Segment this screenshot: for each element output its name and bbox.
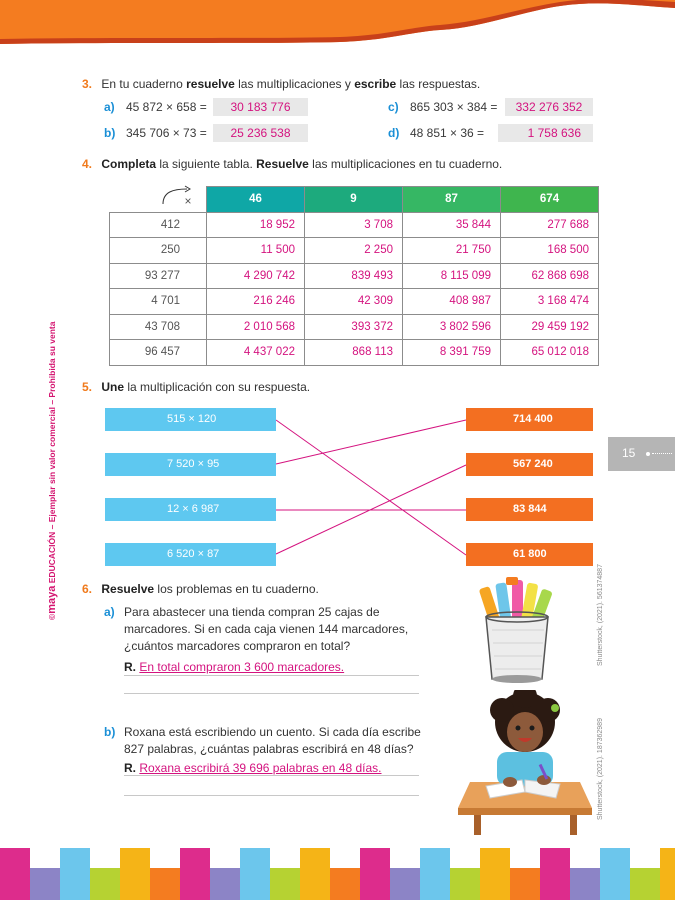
table-cell: 393 372 <box>305 314 403 340</box>
problem-a-text: Para abastecer una tienda compran 25 cajas de marcadores. Si en cada caja vienen 144 marcadores, ¿cuántos marcadores compraron en total? <box>124 605 409 653</box>
q3-answer-a: 30 183 776 <box>213 98 308 116</box>
page-number-tab <box>608 437 675 471</box>
image-credit: Shutterstock, (2021). 561374887 <box>597 564 604 666</box>
header-cell: 46 <box>207 187 305 213</box>
side-copyright-label: ©maya EDUCACIÓN – Ejemplar sin valor comercial – Prohibida su venta <box>46 321 58 620</box>
multiplication-box[interactable]: 6 520 × 87 <box>105 543 276 566</box>
answer-box[interactable]: 714 400 <box>466 408 593 431</box>
match-line <box>276 420 466 555</box>
q4-heading: 4. Completa la siguiente tabla. Resuelve las multiplicaciones en tu cuaderno. <box>82 157 503 171</box>
table-row <box>110 238 599 264</box>
girl-writing-illustration <box>452 690 597 835</box>
match-line <box>276 465 466 554</box>
table-cell: 3 168 474 <box>501 289 599 315</box>
times-symbol: × <box>184 193 192 208</box>
curved-arrow-icon <box>159 184 199 210</box>
q3-answer-b: 25 236 538 <box>213 124 308 142</box>
q3-item-c: c) 865 303 × 384 = <box>388 100 498 114</box>
problem-a-answer: R. En total compraron 3 600 marcadores. <box>124 660 345 674</box>
multiplication-box[interactable]: 515 × 120 <box>105 408 276 431</box>
table-cell: 216 246 <box>207 289 305 315</box>
table-cell: 8 391 759 <box>403 340 501 366</box>
header-cell: 674 <box>501 187 599 213</box>
table-cell: 4 290 742 <box>207 263 305 289</box>
table-row <box>110 340 599 366</box>
table-row <box>110 212 599 238</box>
answer-line <box>124 693 419 694</box>
table-header-row <box>110 187 599 213</box>
q3-item-b: b) 345 706 × 73 = <box>104 126 207 140</box>
answer-line <box>124 675 419 676</box>
multiplication-box[interactable]: 12 × 6 987 <box>105 498 276 521</box>
table-cell: 11 500 <box>207 238 305 264</box>
row-label: 4 701 <box>110 289 207 315</box>
table-cell: 168 500 <box>501 238 599 264</box>
table-cell: 18 952 <box>207 212 305 238</box>
header-cell: 87 <box>403 187 501 213</box>
table-cell: 29 459 192 <box>501 314 599 340</box>
table-cell: 2 010 568 <box>207 314 305 340</box>
q3-answer-c: 332 276 352 <box>505 98 593 116</box>
table-cell: 2 250 <box>305 238 403 264</box>
row-label: 250 <box>110 238 207 264</box>
row-label: 96 457 <box>110 340 207 366</box>
table-cell: 42 309 <box>305 289 403 315</box>
q6-heading: 6. Resuelve los problemas en tu cuaderno. <box>82 582 319 596</box>
page-number: 15 <box>622 446 636 460</box>
table-corner <box>110 187 207 213</box>
problem-b-answer: R. Roxana escribirá 39 696 palabras en 48 días. <box>124 761 382 775</box>
match-line <box>276 420 466 464</box>
table-row <box>110 289 599 315</box>
table-cell: 65 012 018 <box>501 340 599 366</box>
multiplication-table <box>109 186 599 366</box>
table-cell: 3 708 <box>305 212 403 238</box>
row-label: 93 277 <box>110 263 207 289</box>
q5-heading: 5. Une la multiplicación con su respuesta. <box>82 380 311 394</box>
table-row <box>110 314 599 340</box>
table-cell: 868 113 <box>305 340 403 366</box>
q3-heading: 3. En tu cuaderno resuelve las multiplicaciones y escribe las respuestas. <box>82 77 481 91</box>
bottom-color-stripes <box>0 845 675 900</box>
problem-b-text: Roxana está escribiendo un cuento. Si cada día escribe 827 palabras, ¿cuántas palabras escribirá en 48 días? <box>124 725 421 756</box>
table-row <box>110 263 599 289</box>
table-cell: 62 868 698 <box>501 263 599 289</box>
q3-item-d: d) 48 851 × 36 = <box>388 126 485 140</box>
header-wave <box>0 0 675 50</box>
table-cell: 4 437 022 <box>207 340 305 366</box>
table-cell: 35 844 <box>403 212 501 238</box>
markers-cup-illustration <box>462 575 572 685</box>
answer-line <box>124 775 419 776</box>
table-cell: 408 987 <box>403 289 501 315</box>
image-credit: Shutterstock, (2021). 187362989 <box>597 718 604 820</box>
answer-box[interactable]: 567 240 <box>466 453 593 476</box>
answer-box[interactable]: 83 844 <box>466 498 593 521</box>
table-cell: 277 688 <box>501 212 599 238</box>
table-cell: 3 802 596 <box>403 314 501 340</box>
header-cell: 9 <box>305 187 403 213</box>
answer-box[interactable]: 61 800 <box>466 543 593 566</box>
row-label: 43 708 <box>110 314 207 340</box>
table-cell: 21 750 <box>403 238 501 264</box>
table-cell: 8 115 099 <box>403 263 501 289</box>
problem-b: b) <box>104 725 116 739</box>
q3-item-a: a) 45 872 × 658 = <box>104 100 207 114</box>
answer-line <box>124 795 419 796</box>
table-cell: 839 493 <box>305 263 403 289</box>
row-label: 412 <box>110 212 207 238</box>
problem-a: a) <box>104 605 115 619</box>
multiplication-box[interactable]: 7 520 × 95 <box>105 453 276 476</box>
q3-answer-d: 1 758 636 <box>498 124 593 142</box>
